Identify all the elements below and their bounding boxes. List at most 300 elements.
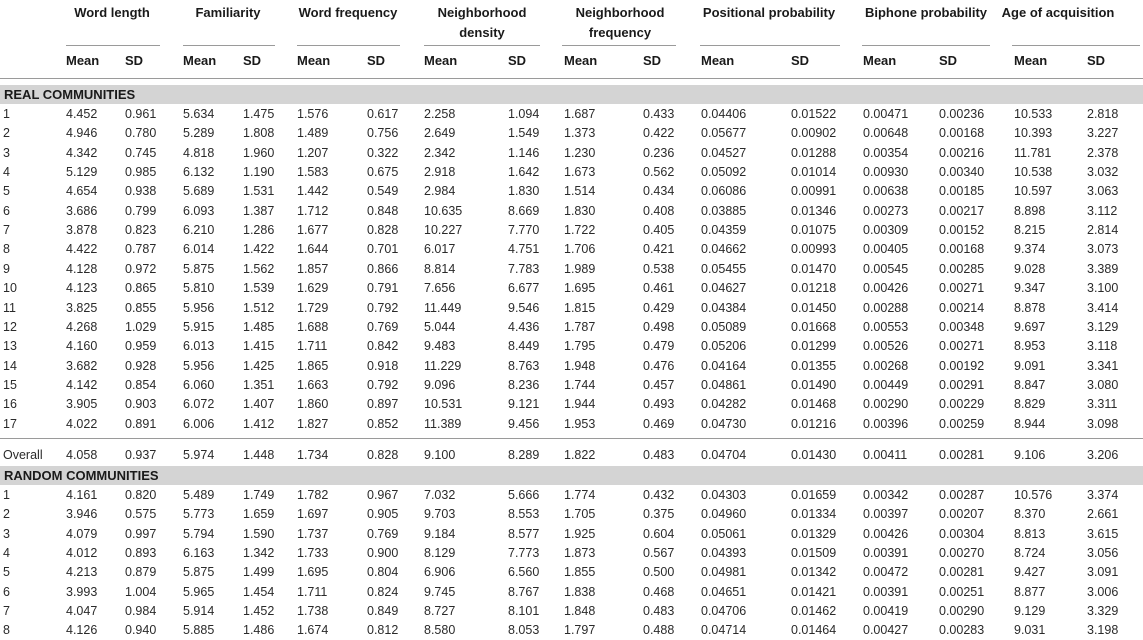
table-cell: 10.538: [1014, 165, 1053, 180]
table-cell: 0.00391: [863, 584, 909, 599]
table-cell: 0.00993: [791, 242, 837, 257]
table-cell: 5.489: [183, 487, 215, 502]
table-cell: 2.649: [424, 126, 456, 141]
table-cell: 8.763: [508, 358, 540, 373]
table-cell: 0.00427: [863, 623, 909, 638]
table-cell: 0.675: [367, 165, 399, 180]
table-cell: 0.00340: [939, 165, 985, 180]
table-cell: 8.953: [1014, 339, 1046, 354]
table-cell: 0.488: [643, 623, 675, 638]
table-cell: 8.847: [1014, 377, 1046, 392]
table-cell: 9.121: [508, 397, 540, 412]
table-cell: 0.787: [125, 242, 157, 257]
table-cell: 0.00304: [939, 526, 985, 541]
table-cell: 4.012: [66, 546, 98, 560]
table-cell: 0.00472: [863, 565, 909, 580]
table-cell: 0.04704: [701, 447, 747, 462]
table-cell: 3.091: [1087, 565, 1119, 580]
table-cell: 1.738: [297, 604, 329, 619]
table-row: [0, 124, 1143, 143]
table-cell: 6.163: [183, 546, 215, 560]
table-cell: 6.093: [183, 203, 215, 218]
table-cell: 0.01075: [791, 223, 837, 238]
table-cell: 4.058: [66, 447, 98, 462]
table-cell: 1.539: [243, 281, 275, 296]
table-cell: 0.961: [125, 107, 157, 121]
table-cell: 1.454: [243, 584, 275, 599]
table-cell: 3.206: [1087, 447, 1119, 462]
table-cell: 9.106: [1014, 447, 1046, 462]
table-cell: 1.659: [243, 507, 275, 522]
group-underline: [183, 45, 275, 46]
table-cell: 0.500: [643, 565, 675, 580]
table-cell: 1.674: [297, 623, 329, 638]
table-cell: 9.347: [1014, 281, 1046, 296]
table-cell: 1.475: [243, 107, 275, 121]
table-cell: 0.852: [367, 416, 399, 431]
table-cell: 6.072: [183, 397, 215, 412]
table-cell: 0.756: [367, 126, 399, 141]
mean-subheader: Mean: [1014, 53, 1048, 68]
table-cell: 8.829: [1014, 397, 1046, 412]
table-cell: 0.04282: [701, 397, 747, 412]
table-cell: 5.666: [508, 487, 540, 502]
table-cell: 0.855: [125, 300, 157, 315]
table-cell: 0.00207: [939, 507, 985, 522]
table-cell: 8.553: [508, 507, 540, 522]
table-cell: 0.00214: [939, 300, 985, 315]
table-cell: 10.533: [1014, 107, 1053, 121]
table-cell: 0.00259: [939, 416, 985, 431]
table-cell: 0.04960: [701, 507, 747, 522]
overall-divider: [0, 438, 1143, 439]
table-cell: 1.407: [243, 397, 275, 412]
table-cell: 0.04627: [701, 281, 747, 296]
table-cell: 0.04359: [701, 223, 747, 238]
sd-subheader: SD: [508, 53, 527, 68]
table-cell: 11.449: [424, 300, 462, 315]
table-cell: 5.914: [183, 604, 215, 619]
table-cell: 1.562: [243, 261, 275, 276]
mean-subheader: Mean: [863, 53, 897, 68]
table-cell: 0.01470: [791, 261, 837, 276]
group-underline: [66, 45, 160, 46]
table-cell: 4.047: [66, 604, 98, 619]
column-group-header: Familiarity: [195, 5, 261, 20]
table-cell: 0.01216: [791, 416, 837, 431]
table-cell: 3.993: [66, 584, 98, 599]
mean-subheader: Mean: [424, 53, 458, 68]
table-cell: 8.289: [508, 447, 540, 462]
table-cell: 1.774: [564, 487, 596, 502]
table-cell: 0.457: [643, 377, 675, 392]
table-cell: 8.878: [1014, 300, 1046, 315]
table-cell: 0.375: [643, 507, 675, 522]
table-cell: 0.01334: [791, 507, 837, 522]
table-cell: 9.096: [424, 377, 456, 392]
table-cell: 1.688: [297, 319, 329, 334]
table-cell: 1.489: [297, 126, 329, 141]
table-cell: 0.897: [367, 397, 399, 412]
row-label: 6: [3, 203, 10, 218]
table-cell: 0.236: [643, 145, 675, 160]
table-row: [0, 182, 1143, 201]
table-cell: 5.810: [183, 281, 215, 296]
table-cell: 3.056: [1087, 546, 1119, 560]
table-cell: 3.118: [1087, 339, 1118, 354]
table-cell: 0.617: [367, 107, 399, 121]
table-cell: 0.00152: [939, 223, 985, 238]
table-cell: 0.479: [643, 339, 675, 354]
table-cell: 9.456: [508, 416, 540, 431]
row-label: 16: [3, 397, 17, 412]
table-cell: 1.855: [564, 565, 596, 580]
table-cell: 0.04714: [701, 623, 747, 638]
table-cell: 1.948: [564, 358, 596, 373]
table-cell: 3.389: [1087, 261, 1119, 276]
table-cell: 8.877: [1014, 584, 1046, 599]
table-cell: 0.01421: [791, 584, 837, 599]
table-cell: 6.132: [183, 165, 215, 180]
table-row: [0, 395, 1143, 414]
table-cell: 2.258: [424, 107, 456, 121]
table-cell: 1.697: [297, 507, 329, 522]
table-cell: 0.00396: [863, 416, 909, 431]
group-underline: [1012, 45, 1140, 46]
table-cell: 1.663: [297, 377, 329, 392]
table-cell: 1.865: [297, 358, 329, 373]
group-underline: [424, 45, 540, 46]
table-cell: 0.903: [125, 397, 157, 412]
table-cell: 0.461: [643, 281, 675, 296]
table-cell: 0.01288: [791, 145, 837, 160]
table-cell: 0.848: [367, 203, 399, 218]
table-cell: 0.00309: [863, 223, 909, 238]
table-cell: 0.00268: [863, 358, 909, 373]
row-label: 6: [3, 584, 10, 599]
table-cell: 0.00553: [863, 319, 909, 334]
table-cell: 0.940: [125, 623, 157, 638]
table-cell: 2.378: [1087, 145, 1119, 160]
table-cell: 0.422: [643, 126, 675, 141]
table-cell: 0.432: [643, 487, 675, 502]
table-cell: 7.656: [424, 281, 456, 296]
table-cell: 0.828: [367, 223, 399, 238]
table-cell: 3.080: [1087, 377, 1119, 392]
table-cell: 5.289: [183, 126, 215, 141]
table-cell: 1.190: [243, 165, 275, 180]
table-cell: 0.00419: [863, 604, 909, 619]
table-cell: 0.804: [367, 565, 399, 580]
table-row: [0, 563, 1143, 582]
table-cell: 0.842: [367, 339, 399, 354]
table-cell: 8.898: [1014, 203, 1046, 218]
table-cell: 1.797: [564, 623, 596, 638]
table-cell: 0.918: [367, 358, 399, 373]
table-cell: 1.442: [297, 184, 329, 199]
table-cell: 4.751: [508, 242, 540, 257]
table-cell: 7.773: [508, 546, 540, 560]
table-cell: 0.04706: [701, 604, 747, 619]
table-cell: 4.213: [66, 565, 98, 580]
sd-subheader: SD: [243, 53, 262, 68]
table-cell: 8.236: [508, 377, 540, 392]
table-cell: 8.944: [1014, 416, 1046, 431]
table-cell: 4.422: [66, 242, 98, 257]
table-cell: 1.629: [297, 281, 329, 296]
table-cell: 0.00638: [863, 184, 909, 199]
table-cell: 0.00426: [863, 281, 909, 296]
column-group-header: Word frequency: [298, 5, 398, 20]
table-cell: 1.830: [564, 203, 596, 218]
table-cell: 0.04406: [701, 107, 747, 121]
table-cell: 9.697: [1014, 319, 1046, 334]
table-cell: 1.712: [297, 203, 329, 218]
table-cell: 0.483: [643, 447, 675, 462]
table-cell: 1.029: [125, 319, 157, 334]
table-cell: 0.01299: [791, 339, 837, 354]
table-cell: 0.00354: [863, 145, 909, 160]
table-cell: 0.01462: [791, 604, 837, 619]
table-cell: 0.476: [643, 358, 675, 373]
table-cell: 8.724: [1014, 546, 1046, 560]
table-cell: 0.00285: [939, 261, 985, 276]
table-cell: 0.824: [367, 584, 399, 599]
table-cell: 0.00342: [863, 487, 909, 502]
table-cell: 3.825: [66, 300, 98, 315]
table-cell: 0.865: [125, 281, 157, 296]
row-label: 15: [3, 377, 17, 392]
table-row: [0, 318, 1143, 337]
table-cell: 0.00648: [863, 126, 909, 141]
table-cell: 0.05455: [701, 261, 747, 276]
table-cell: 0.483: [643, 604, 675, 619]
table-row: [0, 544, 1143, 563]
table-cell: 1.857: [297, 261, 329, 276]
table-cell: 1.749: [243, 487, 275, 502]
row-label: 3: [3, 526, 10, 541]
table-cell: 4.654: [66, 184, 98, 199]
table-cell: 3.198: [1087, 623, 1119, 638]
table-cell: 8.813: [1014, 526, 1046, 541]
table-cell: 0.891: [125, 416, 157, 431]
table-cell: 0.00168: [939, 126, 985, 141]
table-cell: 0.04303: [701, 487, 747, 502]
row-label: 2: [3, 507, 10, 522]
table-cell: 9.028: [1014, 261, 1046, 276]
table-cell: 0.00348: [939, 319, 985, 334]
table-cell: 0.997: [125, 526, 157, 541]
table-cell: 3.615: [1087, 526, 1119, 541]
table-cell: 0.405: [643, 223, 675, 238]
table-cell: 1.695: [297, 565, 329, 580]
table-cell: 0.780: [125, 126, 157, 141]
table-cell: 0.00229: [939, 397, 985, 412]
table-cell: 9.031: [1014, 623, 1046, 638]
row-label: 5: [3, 184, 10, 199]
table-cell: 11.229: [424, 358, 462, 373]
table-cell: 0.01668: [791, 319, 837, 334]
table-cell: 0.01218: [791, 281, 837, 296]
section-header: [0, 466, 1143, 485]
table-cell: 0.604: [643, 526, 675, 541]
group-underline: [862, 45, 990, 46]
table-row: [0, 144, 1143, 163]
table-cell: 6.013: [183, 339, 215, 354]
column-group-header: Biphone probability: [864, 5, 988, 20]
table-cell: 1.960: [243, 145, 275, 160]
table-cell: 0.00902: [791, 126, 837, 141]
table-cell: 0.00449: [863, 377, 909, 392]
column-group-header: Positional probability: [702, 5, 836, 20]
table-cell: 0.00526: [863, 339, 909, 354]
sd-subheader: SD: [791, 53, 810, 68]
table-row: [0, 202, 1143, 221]
table-cell: 1.711: [297, 339, 328, 354]
table-cell: 3.414: [1087, 300, 1119, 315]
table-cell: 0.322: [367, 145, 399, 160]
table-cell: 3.686: [66, 203, 98, 218]
table-cell: 4.946: [66, 126, 98, 141]
table-cell: 1.838: [564, 584, 596, 599]
table-cell: 0.03885: [701, 203, 747, 218]
table-cell: 1.860: [297, 397, 329, 412]
table-cell: 0.01346: [791, 203, 837, 218]
section-title: RANDOM COMMUNITIES: [4, 467, 159, 483]
table-cell: 8.215: [1014, 223, 1046, 238]
table-cell: 11.781: [1014, 145, 1052, 160]
table-cell: 1.744: [564, 377, 596, 392]
table-cell: 0.549: [367, 184, 399, 199]
table-cell: 0.985: [125, 165, 157, 180]
table-cell: 0.905: [367, 507, 399, 522]
table-cell: 4.128: [66, 261, 98, 276]
table-cell: 0.00545: [863, 261, 909, 276]
table-cell: 8.580: [424, 623, 456, 638]
table-cell: 3.129: [1087, 319, 1119, 334]
table-cell: 9.483: [424, 339, 456, 354]
table-cell: 3.682: [66, 358, 98, 373]
table-cell: 4.142: [66, 377, 98, 392]
table-cell: 5.689: [183, 184, 215, 199]
table-cell: 0.01342: [791, 565, 837, 580]
table-cell: 3.063: [1087, 184, 1119, 199]
row-label: 7: [3, 604, 10, 619]
table-cell: 0.823: [125, 223, 157, 238]
table-cell: 10.393: [1014, 126, 1053, 141]
table-cell: 3.112: [1087, 203, 1118, 218]
mean-subheader: Mean: [701, 53, 735, 68]
mean-subheader: Mean: [564, 53, 598, 68]
sd-subheader: SD: [125, 53, 144, 68]
table-row: [0, 260, 1143, 279]
table-cell: 10.576: [1014, 487, 1053, 502]
column-group-header: Neighborhood frequency: [575, 5, 665, 40]
table-cell: 1.583: [297, 165, 329, 180]
table-cell: 0.866: [367, 261, 399, 276]
table-cell: 0.421: [643, 242, 675, 257]
table-cell: 1.286: [243, 223, 275, 238]
table-cell: 4.268: [66, 319, 98, 334]
table-cell: 1.351: [243, 377, 275, 392]
table-cell: 6.906: [424, 565, 456, 580]
table-cell: 0.928: [125, 358, 157, 373]
table-cell: 0.01490: [791, 377, 837, 392]
section-title: REAL COMMUNITIES: [4, 87, 136, 102]
table-row: [0, 299, 1143, 318]
table-cell: 3.329: [1087, 604, 1119, 619]
table-cell: 6.014: [183, 242, 215, 257]
table-cell: 0.828: [367, 447, 399, 462]
table-cell: 3.878: [66, 223, 98, 238]
table-cell: 0.00216: [939, 145, 985, 160]
table-cell: 6.017: [424, 242, 456, 257]
table-cell: 1.687: [564, 107, 596, 121]
table-cell: 10.531: [424, 397, 463, 412]
table-cell: 9.427: [1014, 565, 1046, 580]
table-cell: 8.101: [508, 604, 540, 619]
table-cell: 3.341: [1087, 358, 1119, 373]
table-cell: 1.673: [564, 165, 596, 180]
table-cell: 0.04384: [701, 300, 747, 315]
table-cell: 0.00288: [863, 300, 909, 315]
table-cell: 0.00391: [863, 546, 909, 560]
table-cell: 10.227: [424, 223, 463, 238]
table-cell: 0.972: [125, 261, 157, 276]
table-cell: 5.044: [424, 319, 456, 334]
table-cell: 1.373: [564, 126, 596, 141]
table-cell: 6.210: [183, 223, 215, 238]
table-cell: 9.703: [424, 507, 456, 522]
table-cell: 10.635: [424, 203, 463, 218]
table-cell: 0.00168: [939, 242, 985, 257]
table-cell: 1.734: [297, 447, 329, 462]
table-cell: 1.412: [243, 416, 275, 431]
table-cell: 0.00405: [863, 242, 909, 257]
group-underline: [297, 45, 400, 46]
table-cell: 9.091: [1014, 358, 1046, 373]
table-cell: 4.123: [66, 281, 98, 296]
table-cell: 3.311: [1087, 397, 1118, 412]
table-cell: 0.792: [367, 300, 399, 315]
row-label: 8: [3, 623, 10, 638]
table-cell: 0.00192: [939, 358, 985, 373]
table-cell: 0.967: [367, 487, 399, 502]
table-cell: 1.094: [508, 107, 540, 121]
table-cell: 0.01468: [791, 397, 837, 412]
sd-subheader: SD: [939, 53, 958, 68]
table-cell: 0.493: [643, 397, 675, 412]
table-cell: 0.01355: [791, 358, 837, 373]
section-header: [0, 85, 1143, 104]
table-cell: 5.875: [183, 565, 215, 580]
table-cell: 3.227: [1087, 126, 1119, 141]
table-cell: 1.146: [508, 145, 540, 160]
table-cell: 0.05089: [701, 319, 747, 334]
table-cell: 0.433: [643, 107, 675, 121]
table-cell: 8.370: [1014, 507, 1046, 522]
table-cell: 1.448: [243, 447, 275, 462]
table-cell: 9.374: [1014, 242, 1046, 257]
table-cell: 5.915: [183, 319, 215, 334]
table-cell: 0.00281: [939, 565, 985, 580]
table-cell: 3.032: [1087, 165, 1119, 180]
table-cell: 11.389: [424, 416, 462, 431]
table-cell: 1.815: [564, 300, 596, 315]
table-cell: 0.00290: [863, 397, 909, 412]
table-cell: 5.885: [183, 623, 215, 638]
table-cell: 0.00287: [939, 487, 985, 502]
